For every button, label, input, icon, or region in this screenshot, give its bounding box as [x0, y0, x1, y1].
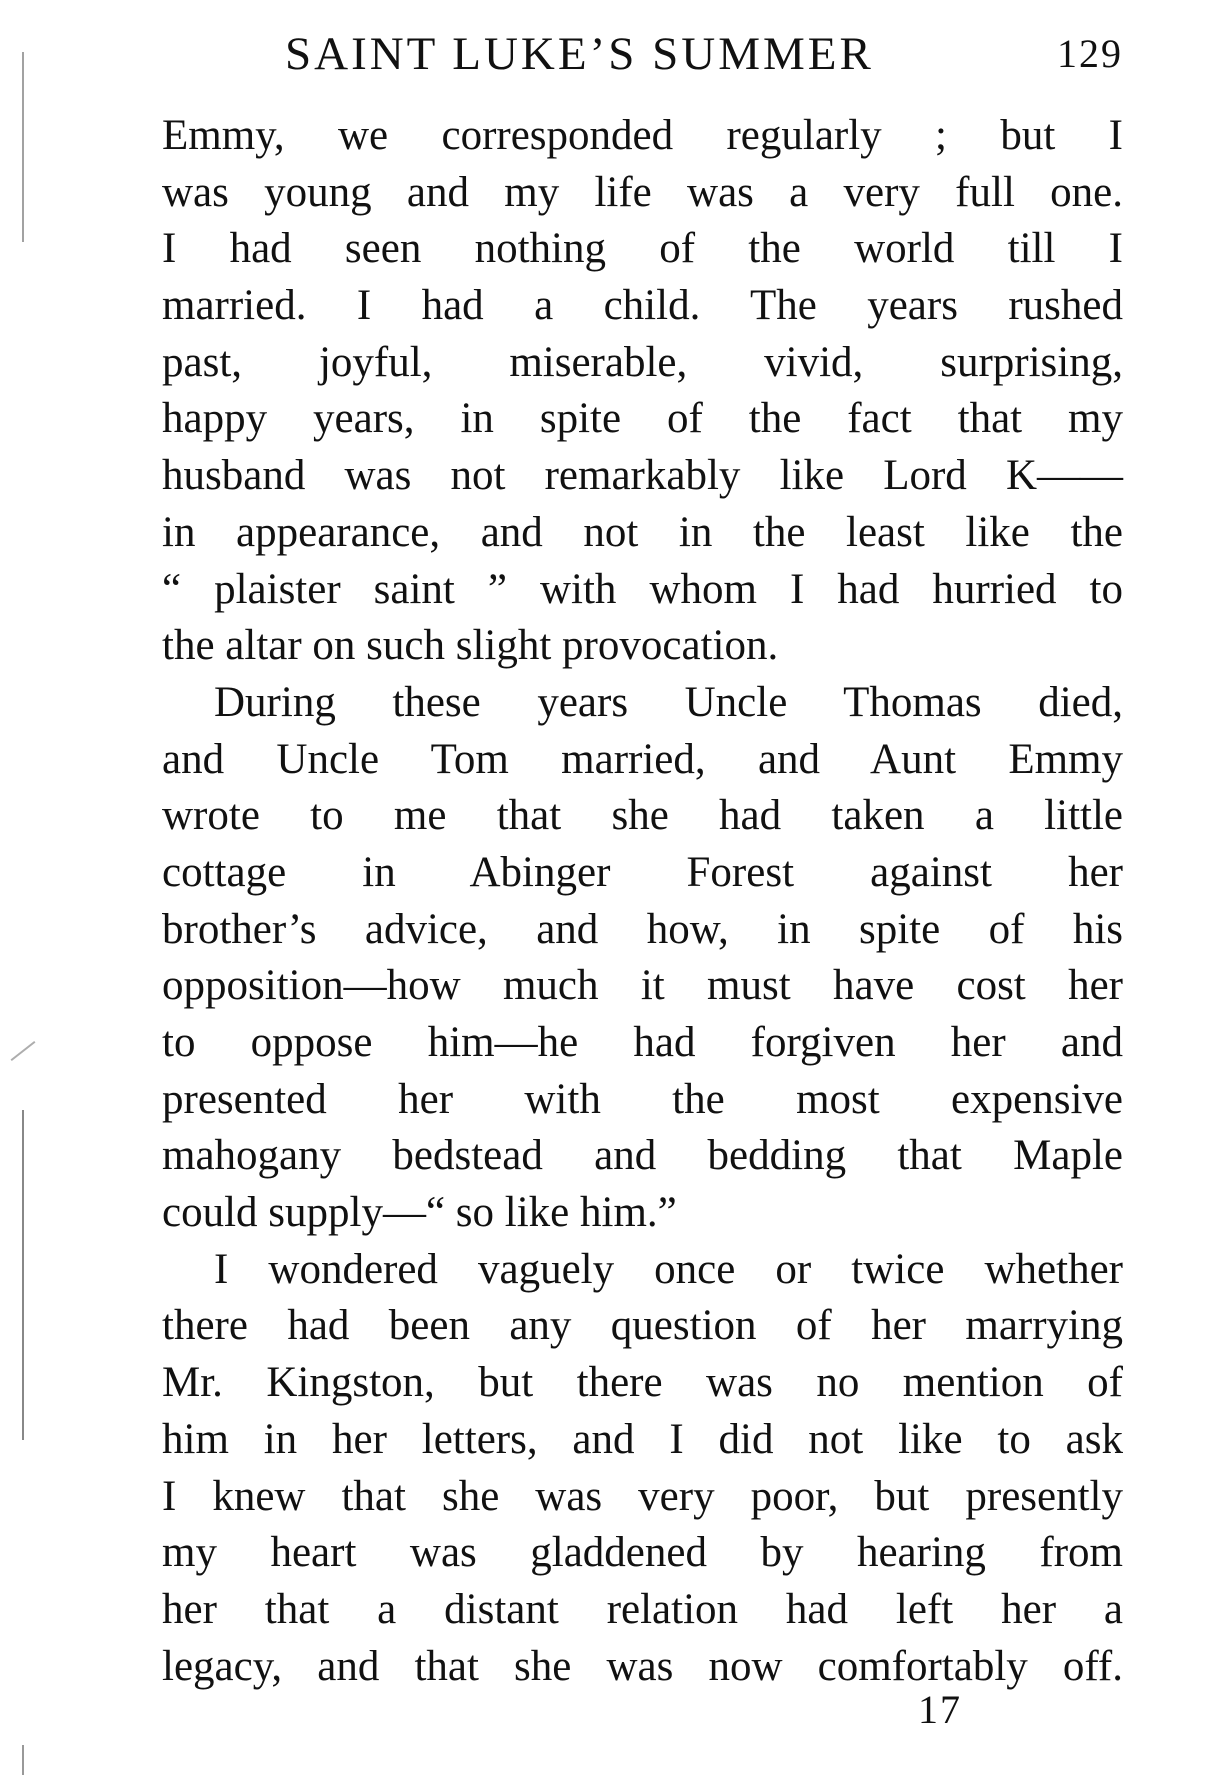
text-line: in appearance, and not in the least like the — [162, 508, 1123, 556]
signature-mark: 17 — [918, 1687, 962, 1732]
gutter-scan-tick — [11, 1041, 36, 1061]
page-number: 129 — [1057, 31, 1123, 76]
text-line: cottage in Abinger Forest against her — [162, 848, 1123, 896]
text-line: the altar on such slight provocation. — [162, 622, 779, 670]
text-line: was young and my life was a very full one. — [162, 168, 1123, 216]
text-line: I had seen nothing of the world till I — [162, 225, 1123, 273]
text-line: past, joyful, miserable, vivid, surprising, — [162, 338, 1123, 386]
running-title: SAINT LUKE’S SUMMER — [285, 28, 874, 80]
text-line: presented her with the most expensive — [162, 1075, 1123, 1123]
text-line: happy years, in spite of the fact that my — [162, 395, 1123, 443]
text-line: married. I had a child. The years rushed — [162, 282, 1123, 330]
text-line: him in her letters, and I did not like to ask — [162, 1415, 1123, 1463]
running-head — [285, 22, 1123, 86]
text-line: brother’s advice, and how, in spite of his — [162, 905, 1123, 953]
text-line: “ plaister saint ” with whom I had hurried to — [162, 565, 1123, 613]
text-line: legacy, and that she was now comfortably off. — [162, 1642, 1123, 1690]
text-line: Emmy, we corresponded regularly ; but I — [162, 112, 1123, 159]
body-text — [162, 108, 1123, 1695]
text-line: During these years Uncle Thomas died, — [214, 678, 1123, 726]
text-line: wrote to me that she had taken a little — [162, 792, 1123, 840]
text-line: opposition—how much it must have cost her — [162, 962, 1123, 1010]
text-line: Mr. Kingston, but there was no mention of — [162, 1359, 1123, 1407]
gutter-scan-mark — [22, 1745, 24, 1775]
gutter-scan-mark — [22, 1110, 24, 1440]
text-line: to oppose him—he had forgiven her and — [162, 1019, 1123, 1066]
text-line: and Uncle Tom married, and Aunt Emmy — [162, 735, 1123, 783]
text-line: mahogany bedstead and bedding that Maple — [162, 1132, 1123, 1180]
text-line: there had been any question of her marrying — [162, 1302, 1123, 1350]
text-line: my heart was gladdened by hearing from — [162, 1529, 1123, 1577]
gutter-scan-mark — [22, 52, 24, 242]
text-line: husband was not remarkably like Lord K—— — [162, 452, 1123, 500]
text-line: I knew that she was very poor, but presently — [162, 1472, 1123, 1520]
text-line: I wondered vaguely once or twice whether — [214, 1245, 1123, 1293]
text-line: her that a distant relation had left her a — [162, 1585, 1123, 1633]
text-line: could supply—“ so like him.” — [162, 1189, 677, 1237]
